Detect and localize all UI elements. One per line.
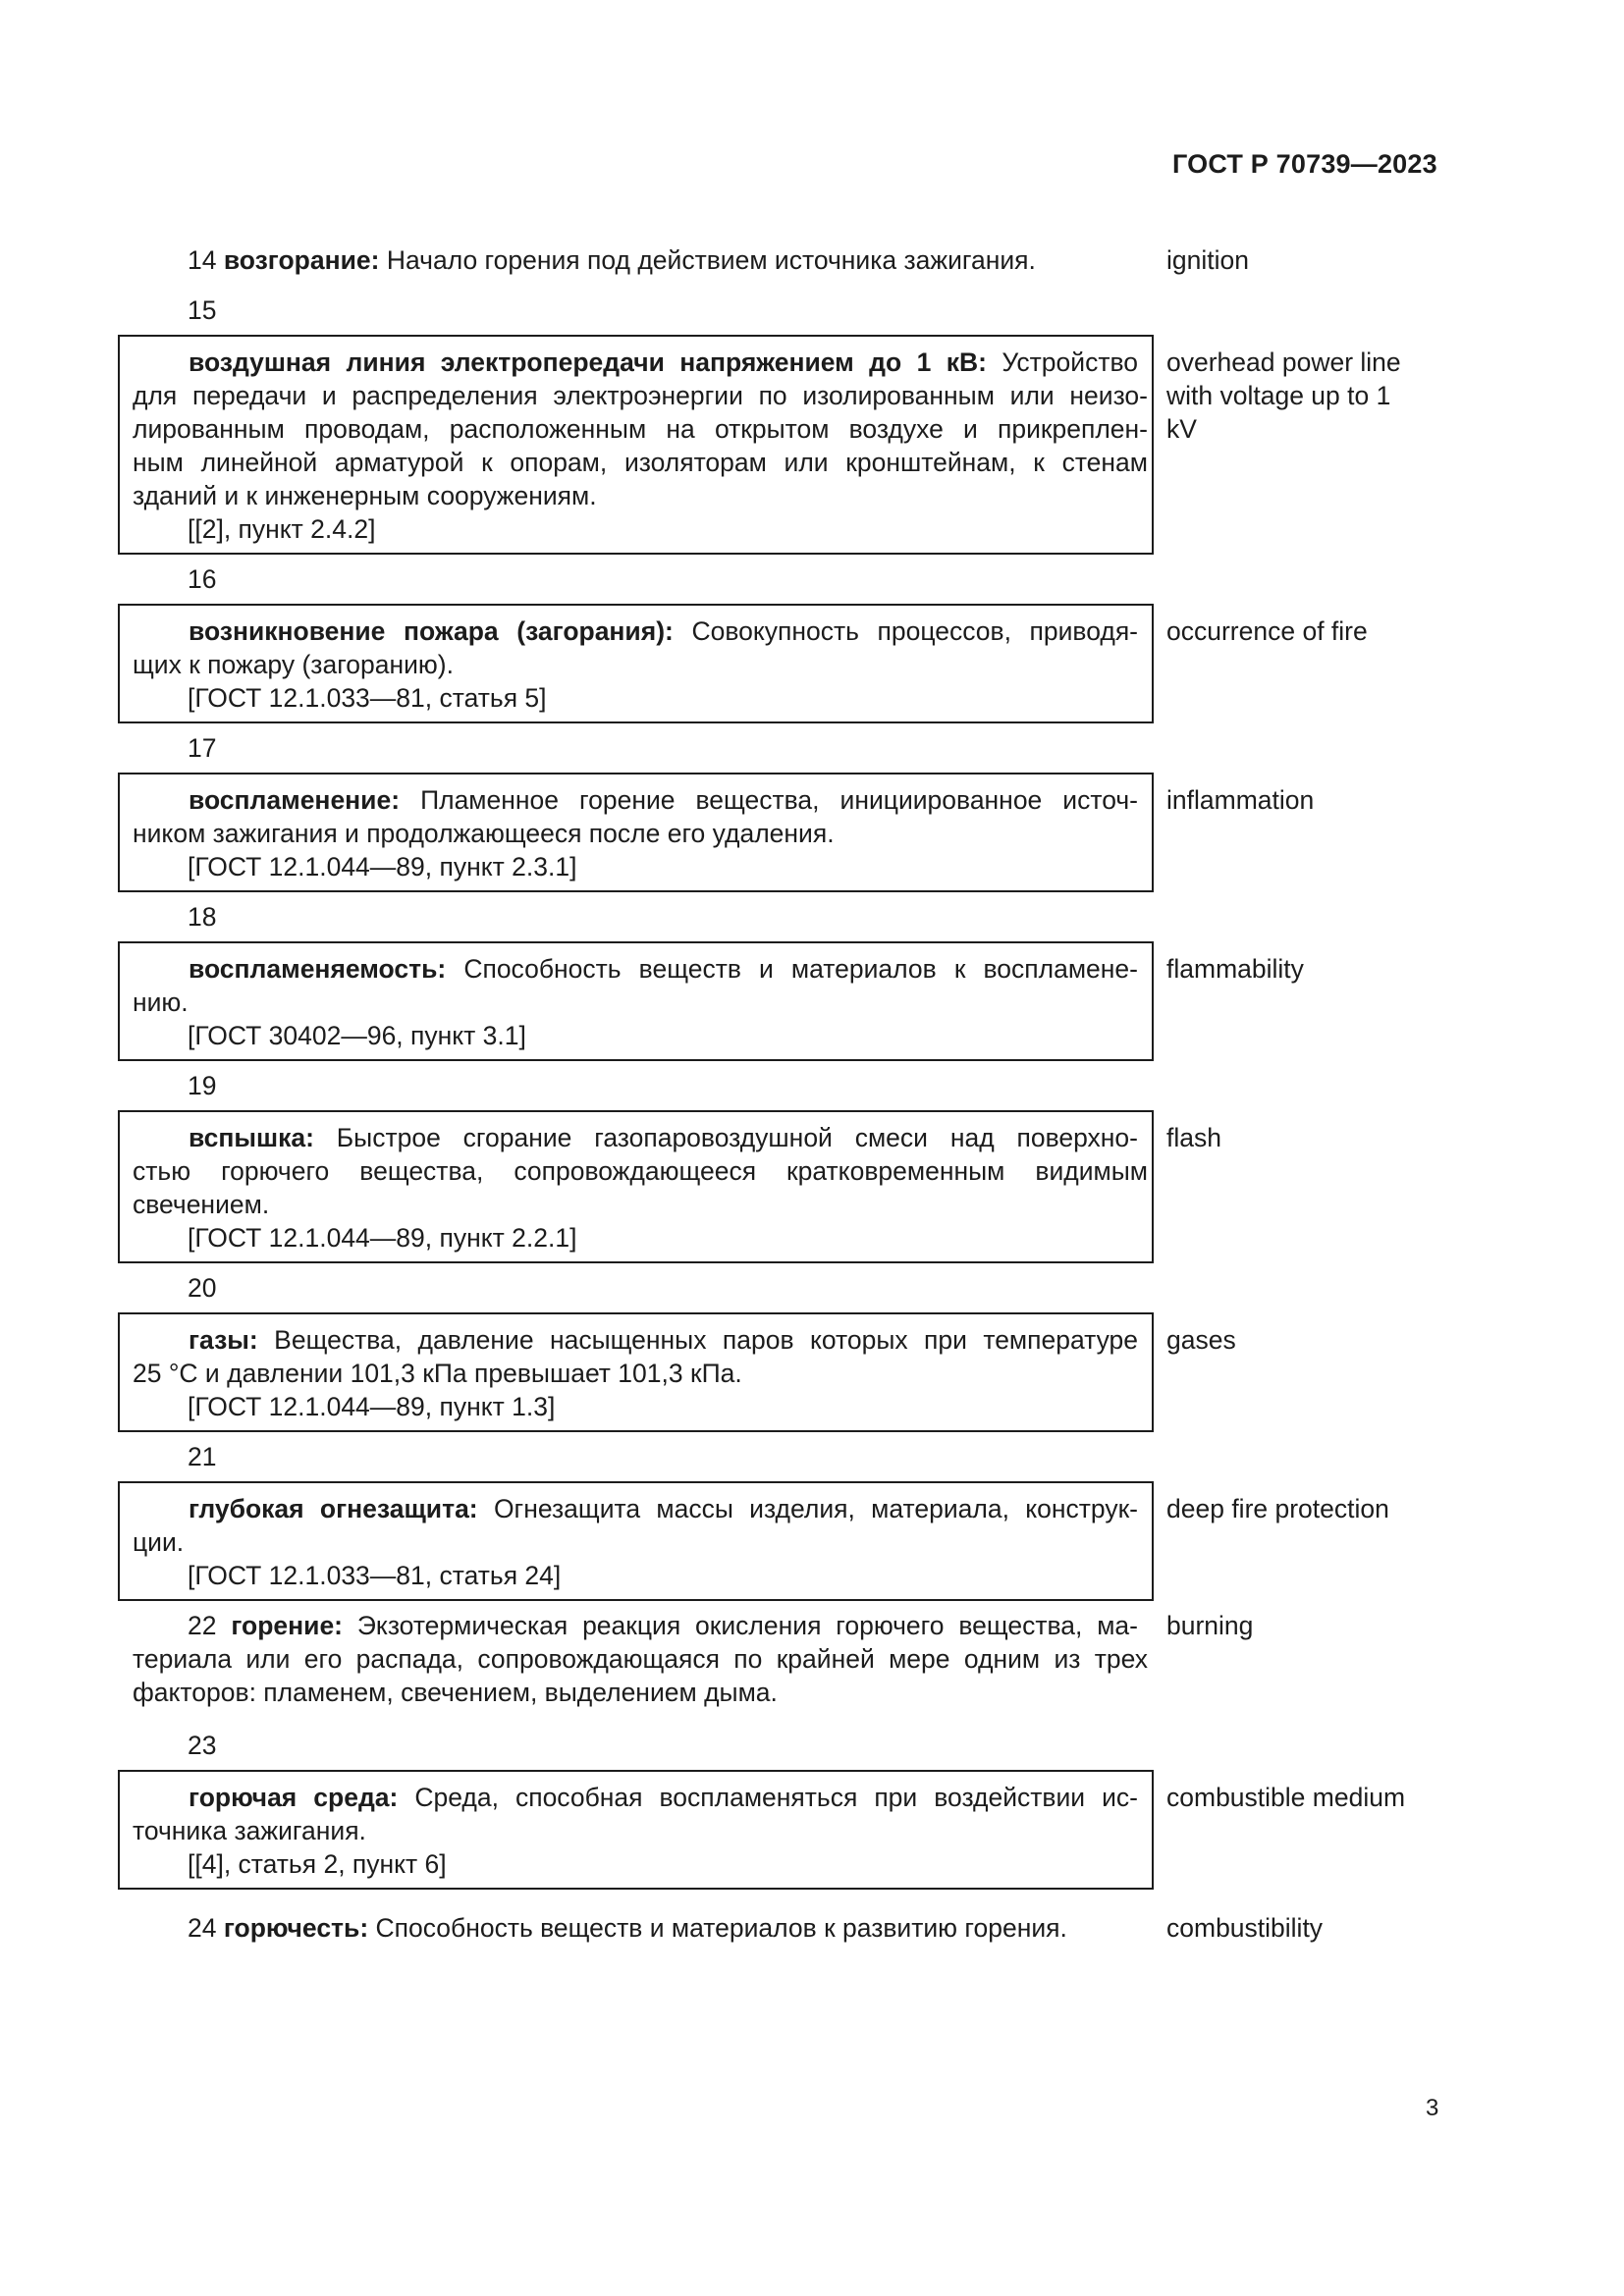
english-equivalent: deep fire protection: [1166, 1494, 1389, 1523]
term-source: [ГОСТ 12.1.044—89, пункт 2.2.1]: [188, 1223, 577, 1253]
term-line: ции.: [133, 1527, 185, 1557]
term-number: 24: [188, 1913, 217, 1943]
term-source: [ГОСТ 12.1.033—81, статья 5]: [188, 683, 547, 713]
term-definition: Начало горения под действием источника зажигания.: [386, 245, 1036, 275]
term-number-16: 16: [188, 564, 217, 594]
document-header: ГОСТ Р 70739—2023: [1172, 149, 1437, 179]
term-line: 25 °С и давлении 101,3 кПа превышает 101,3 кПа.: [133, 1359, 742, 1388]
term-number-18: 18: [188, 902, 217, 932]
term-number-21: 21: [188, 1442, 217, 1471]
term-number-20: 20: [188, 1273, 217, 1303]
term-line: стью горючего вещества, сопровождающееся кратковременным видимым: [133, 1156, 1148, 1186]
term-source: [[2], пункт 2.4.2]: [188, 514, 376, 544]
term-name: вспышка:: [189, 1123, 314, 1152]
english-equivalent: ignition: [1166, 245, 1249, 275]
term-name: горение:: [231, 1611, 344, 1640]
english-equivalent: kV: [1166, 414, 1197, 444]
term-name: горючесть:: [223, 1913, 369, 1943]
term-source: [ГОСТ 12.1.044—89, пункт 2.3.1]: [188, 852, 577, 881]
term-number: 14: [188, 245, 217, 275]
term-line: зданий и к инженерным сооружениям.: [133, 481, 597, 510]
term-line: ным линейной арматурой к опорам, изоляторам или кронштейнам, к стенам: [133, 448, 1148, 477]
term-line: воздушная линия электропередачи напряжением до 1 кВ: Устройство: [189, 347, 1138, 377]
term-line: точника зажигания.: [133, 1816, 366, 1845]
english-equivalent: flash: [1166, 1123, 1221, 1152]
english-equivalent: flammability: [1166, 954, 1304, 984]
term-name: воздушная линия электропередачи напряжением до 1 кВ:: [189, 347, 987, 377]
term-number-15: 15: [188, 295, 217, 325]
english-equivalent: combustibility: [1166, 1913, 1324, 1943]
term-name: возникновение пожара (загорания):: [189, 616, 674, 646]
term-source: [ГОСТ 12.1.033—81, статья 24]: [188, 1561, 562, 1590]
term-line: свечением.: [133, 1190, 270, 1219]
term-line: горючая среда: Среда, способная воспламеняться при воздействии ис-: [189, 1783, 1138, 1812]
english-equivalent: inflammation: [1166, 785, 1315, 815]
term-entry-22: 22 горение: Экзотермическая реакция окисления горючего вещества, ма-: [188, 1611, 1138, 1640]
term-line: газы: Вещества, давление насыщенных паров которых при температуре: [189, 1325, 1138, 1355]
term-entry-14: [188, 243, 1036, 277]
term-entry-24: [188, 1911, 1067, 1945]
term-source: [ГОСТ 12.1.044—89, пункт 1.3]: [188, 1392, 556, 1421]
term-line: факторов: пламенем, свечением, выделением дыма.: [133, 1678, 778, 1707]
term-line: воспламеняемость: Способность веществ и материалов к воспламене-: [189, 954, 1138, 984]
term-name: воспламеняемость:: [189, 954, 447, 984]
english-equivalent: gases: [1166, 1325, 1236, 1355]
term-number-23: 23: [188, 1731, 217, 1760]
term-line: щих к пожару (загоранию).: [133, 650, 454, 679]
term-line: териала или его распада, сопровождающаяся по крайней мере одним из трех: [133, 1644, 1148, 1674]
term-number-17: 17: [188, 733, 217, 763]
term-name: глубокая огнезащита:: [189, 1494, 478, 1523]
term-definition: Способность веществ и материалов к развитию горения.: [375, 1913, 1067, 1943]
term-line: глубокая огнезащита: Огнезащита массы изделия, материала, конструк-: [189, 1494, 1138, 1523]
english-equivalent: burning: [1166, 1611, 1254, 1640]
term-line: возникновение пожара (загорания): Совокупность процессов, приводя-: [189, 616, 1138, 646]
english-equivalent: combustible medium: [1166, 1783, 1406, 1812]
term-line: нию.: [133, 988, 189, 1017]
term-line: для передачи и распределения электроэнергии по изолированным или неизо-: [133, 381, 1148, 410]
term-name: горючая среда:: [189, 1783, 399, 1812]
term-number-19: 19: [188, 1071, 217, 1100]
term-line: лированным проводам, расположенным на открытом воздухе и прикреплен-: [133, 414, 1148, 444]
english-equivalent: with voltage up to 1: [1166, 381, 1391, 410]
english-equivalent: occurrence of fire: [1166, 616, 1368, 646]
term-line: вспышка: Быстрое сгорание газопаровоздушной смеси над поверхно-: [189, 1123, 1138, 1152]
term-number: 22: [188, 1611, 217, 1640]
term-source: [ГОСТ 30402—96, пункт 3.1]: [188, 1021, 526, 1050]
page-number: 3: [1426, 2095, 1439, 2121]
term-line: ником зажигания и продолжающееся после его удаления.: [133, 819, 835, 848]
term-source: [[4], статья 2, пункт 6]: [188, 1849, 447, 1879]
english-equivalent: overhead power line: [1166, 347, 1401, 377]
term-name: воспламенение:: [189, 785, 401, 815]
term-line: воспламенение: Пламенное горение вещества, инициированное источ-: [189, 785, 1138, 815]
term-name: возгорание:: [223, 245, 380, 275]
term-name: газы:: [189, 1325, 258, 1355]
